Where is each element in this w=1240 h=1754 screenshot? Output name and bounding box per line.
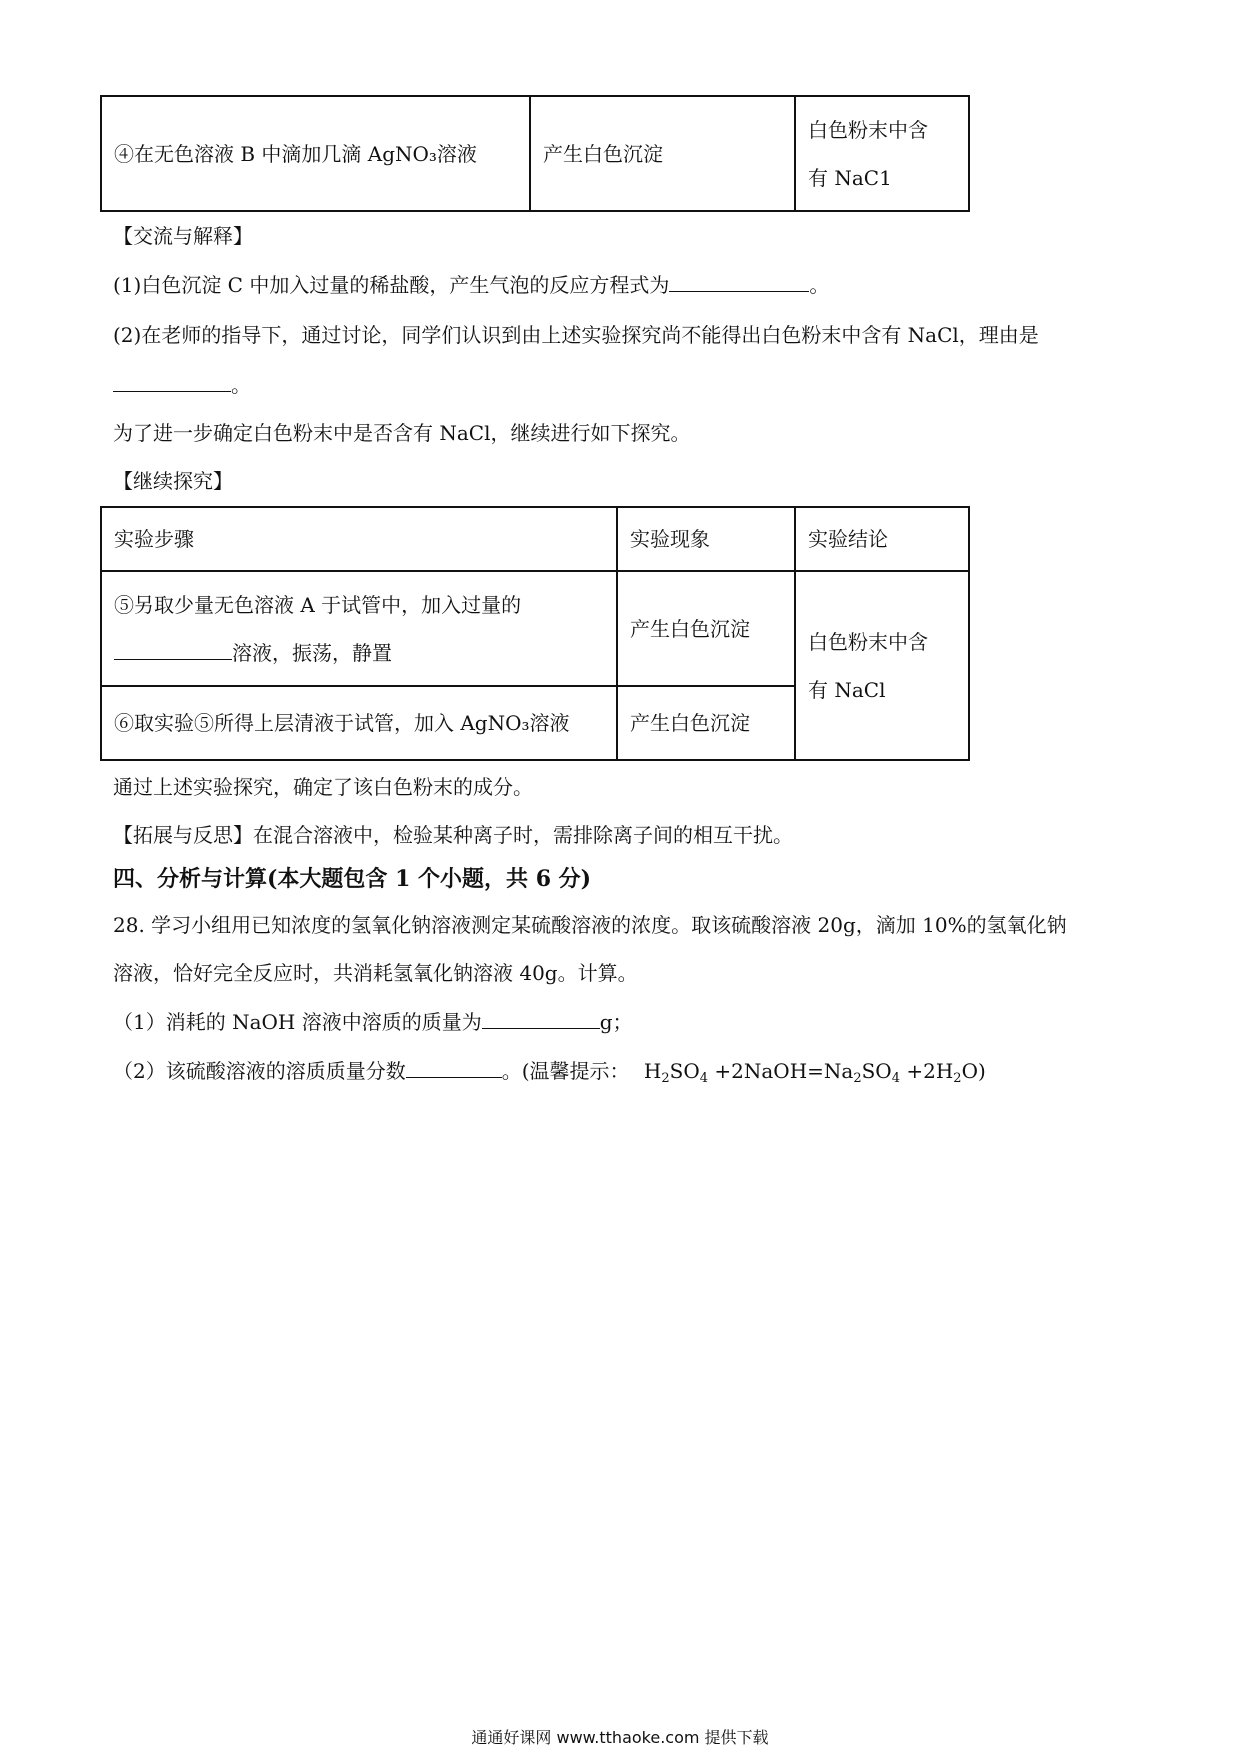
sub-2-mid: 。(温馨提示： xyxy=(501,1059,630,1083)
eq-sub: 4 xyxy=(891,1071,900,1086)
step-line-text: 溶液，振荡，静置 xyxy=(232,640,392,665)
eq-sub: 2 xyxy=(953,1071,962,1086)
sub-2-end: ) xyxy=(977,1059,986,1083)
page-footer: 通通好课网 www.tthaoke.com 提供下载 xyxy=(471,1728,769,1747)
reflection-label: 【拓展与反思】 xyxy=(113,823,253,847)
question-2-answer-line xyxy=(113,370,251,400)
conclusion-line: 有 NaC1 xyxy=(808,165,892,190)
eq-text: +2H xyxy=(900,1059,954,1083)
question-2: (2)在老师的指导下，通过讨论，同学们认识到由上述实验探究尚不能得出白色粉末中含有 NaCl，理由是 xyxy=(113,323,1039,347)
conclusion-line: 白色粉末中含 xyxy=(808,117,928,142)
sub-2-text: （2）该硫酸溶液的溶质质量分数 xyxy=(113,1059,406,1083)
phenomenon-cell: 产生白色沉淀 xyxy=(617,571,795,686)
eq-sub: 2 xyxy=(661,1071,670,1086)
eq-sub: 4 xyxy=(699,1071,709,1086)
section-heading-exchange: 【交流与解释】 xyxy=(113,224,253,248)
step-cell: ④在无色溶液 B 中滴加几滴 AgNO₃溶液 xyxy=(101,96,530,211)
conclusion-cell xyxy=(795,571,969,760)
step-line: ⑤另取少量无色溶液 A 于试管中，加入过量的 xyxy=(114,592,522,617)
step-line xyxy=(114,629,604,677)
table-continuation xyxy=(100,95,970,212)
confirm-paragraph: 通过上述实验探究，确定了该白色粉末的成分。 xyxy=(113,775,533,799)
sub-1-end: g； xyxy=(599,1010,633,1034)
conclusion-cell xyxy=(795,96,969,211)
answer-blank[interactable] xyxy=(482,1008,600,1029)
header-cell: 实验结论 xyxy=(795,507,969,571)
question-28-sub-2 xyxy=(113,1056,986,1094)
question-28-sub-1 xyxy=(113,1007,633,1037)
table-experiment xyxy=(100,506,970,761)
eq-text: SO xyxy=(669,1059,700,1083)
answer-blank[interactable] xyxy=(669,271,809,292)
eq-text: SO xyxy=(861,1059,892,1083)
question-2-end: 。 xyxy=(231,373,251,397)
answer-blank[interactable] xyxy=(406,1057,502,1078)
reflection-paragraph xyxy=(113,820,793,850)
question-28-line-1: 28. 学习小组用已知浓度的氢氧化钠溶液测定某硫酸溶液的浓度。取该硫酸溶液 20g，滴加 10%的氢氧化钠 xyxy=(113,913,1067,937)
eq-sub: 2 xyxy=(853,1071,862,1086)
section-4-title: 四、分析与计算(本大题包含 1 个小题，共 6 分) xyxy=(113,866,592,892)
question-1-end: 。 xyxy=(809,273,830,297)
question-1 xyxy=(113,270,829,300)
chemical-equation xyxy=(643,1059,978,1086)
sub-1-text: （1）消耗的 NaOH 溶液中溶质的质量为 xyxy=(113,1010,482,1034)
eq-text: H xyxy=(643,1059,662,1083)
question-28-line-2: 溶液，恰好完全反应时，共消耗氢氧化钠溶液 40g。计算。 xyxy=(113,961,638,985)
further-paragraph: 为了进一步确定白色粉末中是否含有 NaCl，继续进行如下探究。 xyxy=(113,421,691,445)
conclusion-line: 白色粉末中含 xyxy=(808,629,928,654)
answer-blank[interactable] xyxy=(113,371,231,392)
section-heading-continue: 【继续探究】 xyxy=(113,469,233,493)
reflection-text: 在混合溶液中，检验某种离子时，需排除离子间的相互干扰。 xyxy=(253,823,793,847)
phenomenon-cell: 产生白色沉淀 xyxy=(530,96,795,211)
question-1-text: (1)白色沉淀 C 中加入过量的稀盐酸，产生气泡的反应方程式为 xyxy=(113,273,670,297)
header-cell: 实验步骤 xyxy=(101,507,617,571)
phenomenon-cell: 产生白色沉淀 xyxy=(617,686,795,760)
answer-blank[interactable] xyxy=(114,639,232,660)
header-cell: 实验现象 xyxy=(617,507,795,571)
eq-text: +2NaOH=Na xyxy=(708,1059,854,1083)
step-cell: ⑥取实验⑤所得上层清液于试管，加入 AgNO₃溶液 xyxy=(101,686,617,760)
eq-text: O xyxy=(961,1059,978,1083)
conclusion-line: 有 NaCl xyxy=(808,677,886,702)
step-cell xyxy=(101,571,617,686)
